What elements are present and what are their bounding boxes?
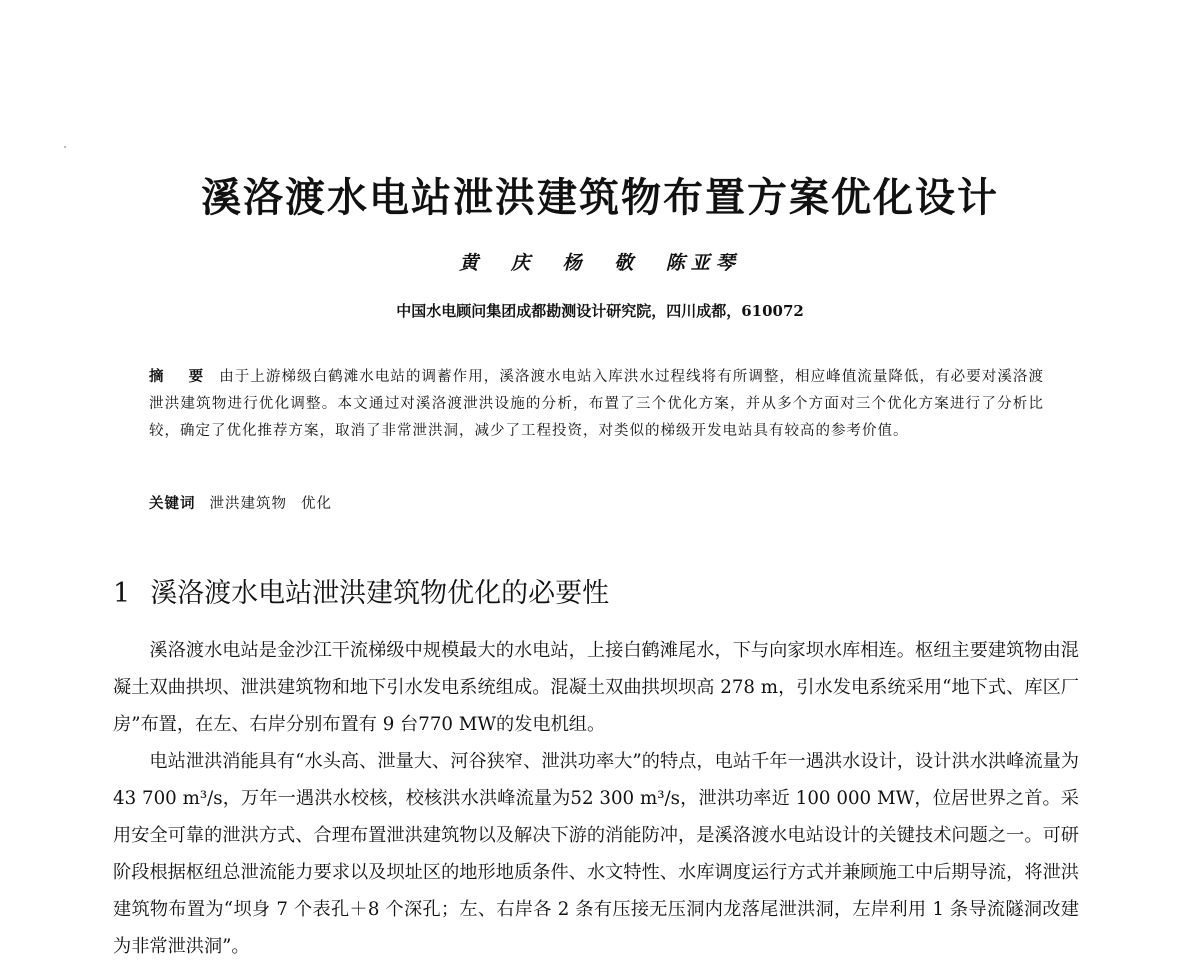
abstract-label: 摘 要	[149, 369, 214, 385]
section-number: 1	[113, 578, 131, 609]
keyword-item: 泄洪建筑物	[209, 496, 287, 512]
body-paragraph: 电站泄洪消能具有“水头高、泄量大、河谷狭窄、泄洪功率大”的特点，电站千年一遇洪水设计，设计洪水洪峰流量为43 700 m³/s，万年一遇洪水校核，校核洪水洪峰流量为52 300 m³/s，泄洪功率近 100 000 MW，位居世界之首。采用安全可靠的泄洪方式、合理布置泄洪建筑物以及解决下游的消能防冲，是溪洛渡水电站设计的关键技术问题之一。可研阶段根据枢纽总泄流能力要求以及坝址区的地形地质条件、水文特性、水库调度运行方式并兼顾施工中后期导流，将泄洪建筑物布置为“坝身 7 个表孔＋8 个深孔；左、右岸各 2 条有压接无压洞内龙落尾泄洪洞，左岸利用 1 条导流隧洞改建为非常泄洪洞”。	[113, 751, 1079, 957]
scan-speck	[64, 146, 66, 148]
section-body	[113, 632, 1079, 965]
author-list: 黄 庆 杨 敬 陈亚琴	[459, 252, 741, 274]
paper-title: 溪洛渡水电站泄洪建筑物布置方案优化设计	[201, 175, 999, 221]
keywords-line	[149, 492, 346, 513]
keywords-label: 关键词	[149, 496, 196, 512]
keyword-item: 优化	[301, 496, 332, 512]
abstract-text: 由于上游梯级白鹤滩水电站的调蓄作用，溪洛渡水电站入库洪水过程线将有所调整，相应峰值流量降低，有必要对溪洛渡泄洪建筑物进行优化调整。本文通过对溪洛渡泄洪设施的分析，布置了三个优化方案，并从多个方面对三个优化方案进行了分析比较，确定了优化推荐方案，取消了非常泄洪洞，减少了工程投资，对类似的梯级开发电站具有较高的参考价值。	[149, 369, 1044, 439]
abstract-block	[149, 364, 1044, 445]
affiliation: 中国水电顾问集团成都勘测设计研究院，四川成都，610072	[396, 302, 804, 320]
body-paragraph: 溪洛渡水电站是金沙江干流梯级中规模最大的水电站，上接白鹤滩尾水，下与向家坝水库相连。枢纽主要建筑物由混凝土双曲拱坝、泄洪建筑物和地下引水发电系统组成。混凝土双曲拱坝坝高 278 m，引水发电系统采用“地下式、库区厂房”布置，在左、右岸分别布置有 9 台770 MW的发电机组。	[113, 640, 1079, 735]
section-title: 溪洛渡水电站泄洪建筑物优化的必要性	[150, 578, 610, 609]
section-heading	[113, 574, 609, 614]
